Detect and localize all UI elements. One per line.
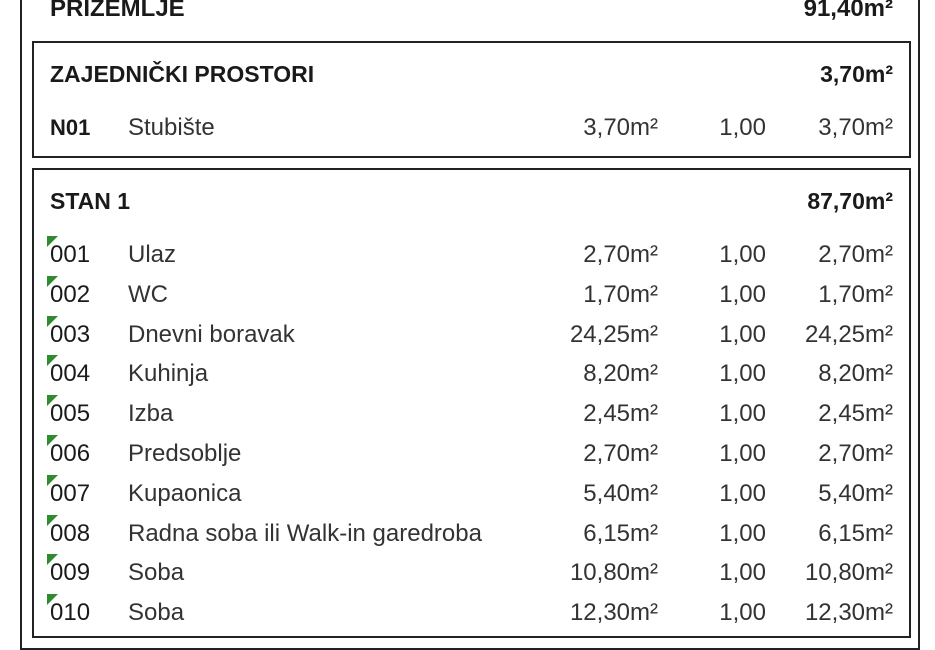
- flag-marker-icon: [47, 515, 58, 526]
- room-coefficient: 1,00: [719, 360, 766, 388]
- flag-marker-icon: [47, 594, 58, 605]
- room-code-text: 002: [50, 280, 91, 308]
- floor-header: [50, 0, 893, 24]
- room-area: 5,40m²: [583, 479, 658, 507]
- flat-label: STAN 1: [50, 187, 131, 214]
- table-row: [50, 594, 893, 632]
- room-name: Kuhinja: [128, 360, 209, 388]
- room-code: [50, 281, 128, 309]
- room-code: [50, 241, 128, 269]
- room-code: [50, 559, 128, 587]
- table-row: [50, 109, 893, 147]
- flag-marker-icon: [47, 355, 58, 366]
- room-net-area: 5,40m²: [818, 479, 893, 507]
- room-net-area: 2,45m²: [818, 400, 893, 428]
- flag-marker-icon: [47, 395, 58, 406]
- table-row: [50, 515, 893, 553]
- table-row: [50, 355, 893, 393]
- room-name: Stubište: [128, 114, 215, 141]
- room-coefficient: 1,00: [719, 114, 766, 141]
- flag-marker-icon: [47, 554, 58, 565]
- common-areas-header: [50, 57, 893, 91]
- room-area: 6,15m²: [583, 519, 658, 547]
- common-areas-section: [32, 41, 911, 158]
- common-areas-total: 3,70m²: [820, 60, 893, 87]
- room-code: [50, 440, 128, 468]
- room-coefficient: 1,00: [719, 241, 766, 268]
- room-area: 2,45m²: [583, 400, 658, 428]
- floor-label: PRIZEMLJE: [50, 0, 185, 22]
- table-row: [50, 554, 893, 592]
- room-area: 3,70m²: [583, 114, 658, 141]
- flat-total: 87,70m²: [807, 187, 893, 214]
- room-code-text: 003: [50, 320, 91, 348]
- room-coefficient: 1,00: [719, 519, 766, 547]
- room-net-area: 6,15m²: [818, 519, 893, 547]
- flag-marker-icon: [47, 236, 58, 247]
- common-areas-label: ZAJEDNIČKI PROSTORI: [50, 60, 315, 87]
- room-net-area: 3,70m²: [818, 114, 893, 141]
- flag-marker-icon: [47, 435, 58, 446]
- room-net-area: 10,80m²: [804, 559, 893, 587]
- room-net-area: 8,20m²: [818, 360, 893, 388]
- room-area: 1,70m²: [583, 280, 658, 308]
- flag-marker-icon: [47, 316, 58, 327]
- table-row: [50, 395, 893, 433]
- room-net-area: 12,30m²: [804, 599, 893, 627]
- room-code-text: 010: [50, 599, 91, 627]
- room-area: 10,80m²: [569, 559, 658, 587]
- room-coefficient: 1,00: [719, 440, 766, 467]
- room-coefficient: 1,00: [719, 599, 766, 627]
- room-net-area: 2,70m²: [818, 241, 893, 268]
- room-name: WC: [128, 280, 168, 308]
- room-name: Dnevni boravak: [128, 320, 295, 348]
- room-name: Radna soba ili Walk-in garedroba: [128, 519, 482, 547]
- room-coefficient: 1,00: [719, 280, 766, 308]
- room-code-text: 005: [50, 400, 91, 428]
- room-code-text: 001: [50, 241, 91, 268]
- table-row: [50, 316, 893, 354]
- table-row: [50, 236, 893, 274]
- room-net-area: 2,70m²: [818, 440, 893, 467]
- room-code-text: 007: [50, 479, 91, 507]
- room-code: [50, 360, 128, 388]
- room-coefficient: 1,00: [719, 320, 766, 348]
- flat-section: [32, 168, 911, 638]
- table-row: [50, 435, 893, 473]
- room-code-text: 006: [50, 440, 91, 467]
- room-area: 24,25m²: [569, 320, 658, 348]
- room-code-text: 004: [50, 360, 91, 388]
- room-name: Izba: [128, 400, 174, 428]
- room-code: [50, 321, 128, 349]
- floor-total: 91,40m²: [803, 0, 893, 22]
- room-area: 8,20m²: [583, 360, 658, 388]
- room-code-text: 009: [50, 559, 91, 587]
- room-net-area: 24,25m²: [804, 320, 893, 348]
- room-name: Predsoblje: [128, 440, 242, 467]
- room-name: Soba: [128, 599, 185, 627]
- room-code-text: 008: [50, 519, 91, 547]
- room-code: [50, 480, 128, 508]
- room-area: 12,30m²: [569, 599, 658, 627]
- table-row: [50, 276, 893, 314]
- room-coefficient: 1,00: [719, 559, 766, 587]
- room-name: Ulaz: [128, 241, 177, 268]
- room-coefficient: 1,00: [719, 400, 766, 428]
- table-row: [50, 475, 893, 513]
- room-name: Kupaonica: [128, 479, 242, 507]
- flat-header: [50, 184, 893, 218]
- room-area: 2,70m²: [583, 241, 658, 268]
- room-code: [50, 599, 128, 627]
- flag-marker-icon: [47, 276, 58, 287]
- room-code: N01: [50, 115, 91, 140]
- room-code: [50, 520, 128, 548]
- flag-marker-icon: [47, 475, 58, 486]
- room-coefficient: 1,00: [719, 479, 766, 507]
- room-net-area: 1,70m²: [818, 280, 893, 308]
- room-code: [50, 400, 128, 428]
- room-name: Soba: [128, 559, 185, 587]
- room-area: 2,70m²: [583, 440, 658, 467]
